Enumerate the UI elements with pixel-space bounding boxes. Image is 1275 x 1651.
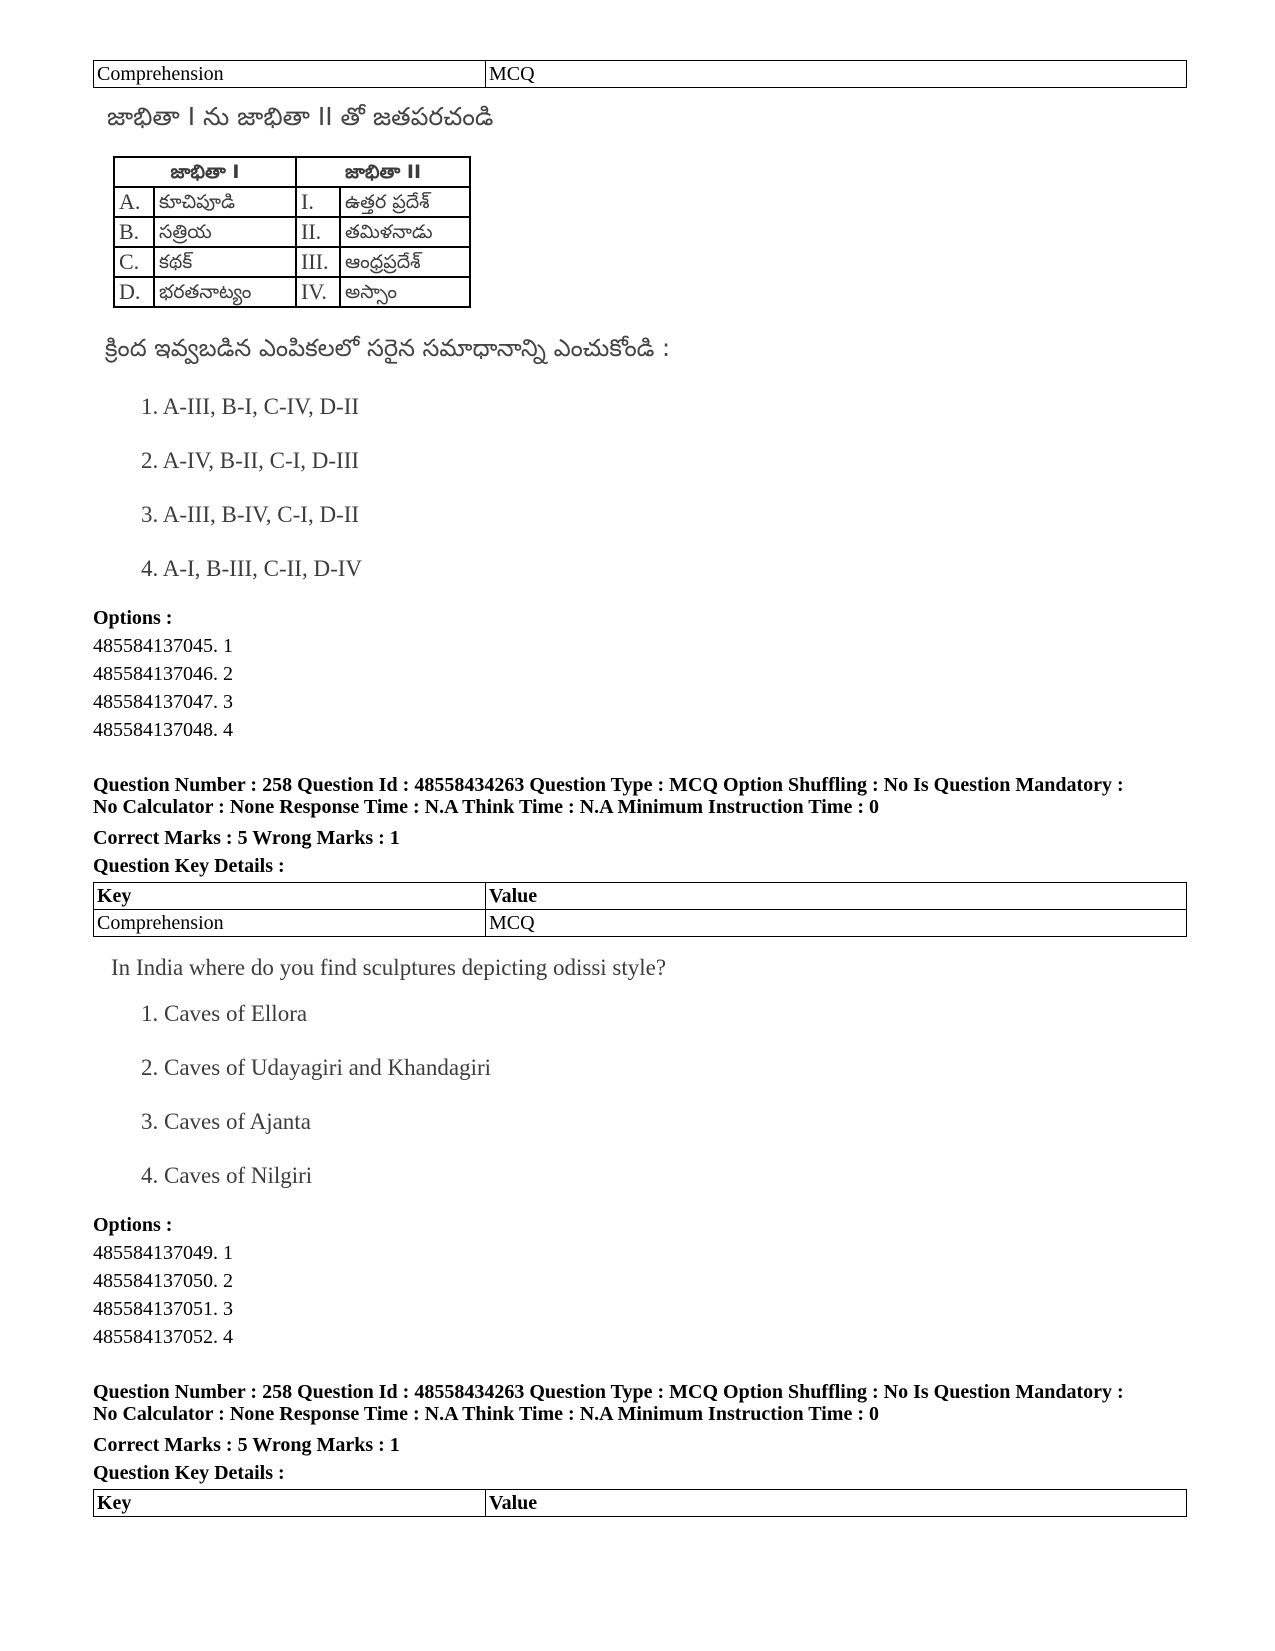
question-3-meta: [93, 1381, 1187, 1425]
choice-item: 2. A-IV, B-II, C-I, D-III: [141, 448, 360, 473]
row-label-right: I.: [296, 187, 340, 217]
question-3-key-details: Question Key Details :: [93, 1462, 285, 1484]
option-row: 485584137050. 2: [93, 1270, 233, 1292]
row-value: కథక్: [154, 247, 296, 277]
row-value-right: అస్సాం: [340, 277, 470, 307]
choice-item: 3. A-III, B-IV, C-I, D-II: [141, 502, 360, 527]
table-header-row: [94, 1490, 1187, 1517]
value-header: Value: [486, 1490, 1187, 1517]
question-2-meta: [93, 774, 1187, 818]
options-heading: Options :: [93, 607, 173, 629]
row-value: సత్రియ: [154, 217, 296, 247]
option-row: 485584137045. 1: [93, 635, 233, 657]
choice-item: 4. Caves of Nilgiri: [141, 1163, 313, 1188]
key-cell: Comprehension: [94, 61, 486, 88]
meta-line: Question Number : 258 Question Id : 48558434263 Question Type : MCQ Option Shuffling : No Is Question Mandatory :: [93, 774, 1124, 796]
match-table: [113, 156, 471, 308]
row-label: A.: [114, 187, 154, 217]
question-1-image: [93, 102, 1187, 596]
key-cell: Comprehension: [94, 910, 486, 937]
row-value-right: ఆంధ్రప్రదేశ్: [340, 247, 470, 277]
list-1-header: జాభితా I: [114, 157, 296, 187]
key-header: Key: [94, 883, 486, 910]
row-value: భరతనాట్యం: [154, 277, 296, 307]
row-label: D.: [114, 277, 154, 307]
option-row: 485584137051. 3: [93, 1298, 233, 1320]
question-2-choices: [93, 987, 1187, 1203]
row-label: B.: [114, 217, 154, 247]
option-row: 485584137049. 1: [93, 1242, 233, 1264]
value-cell: MCQ: [486, 61, 1187, 88]
key-table-q2: [93, 882, 1187, 937]
meta-line: No Calculator : None Response Time : N.A Think Time : N.A Minimum Instruction Time : 0: [93, 796, 879, 818]
question-3-marks: Correct Marks : 5 Wrong Marks : 1: [93, 1434, 400, 1456]
question-1-instruction: క్రింద ఇవ్వబడిన ఎంపికలలో సరైన సమాధానాన్ని ఎంచుకోండి :: [105, 334, 671, 362]
meta-line: No Calculator : None Response Time : N.A Think Time : N.A Minimum Instruction Time : 0: [93, 1403, 879, 1425]
row-label-right: III.: [296, 247, 340, 277]
table-row: [94, 61, 1187, 88]
match-row: [114, 277, 470, 307]
match-header-row: [114, 157, 470, 187]
question-2-marks: Correct Marks : 5 Wrong Marks : 1: [93, 827, 400, 849]
choice-item: 1. Caves of Ellora: [141, 1001, 308, 1026]
question-1-choices: [93, 380, 1187, 596]
table-header-row: [94, 883, 1187, 910]
key-table-q3: [93, 1489, 1187, 1517]
choice-item: 2. Caves of Udayagiri and Khandagiri: [141, 1055, 492, 1080]
row-value: కూచిపూడి: [154, 187, 296, 217]
row-label-right: IV.: [296, 277, 340, 307]
question-2-text: In India where do you find sculptures depicting odissi style?: [111, 955, 667, 980]
option-row: 485584137046. 2: [93, 663, 233, 685]
options-heading: Options :: [93, 1214, 173, 1236]
option-row: 485584137052. 4: [93, 1326, 233, 1348]
match-row: [114, 247, 470, 277]
list-2-header: జాభితా II: [296, 157, 470, 187]
choice-item: 3. Caves of Ajanta: [141, 1109, 311, 1134]
question-2-key-details: Question Key Details :: [93, 855, 285, 877]
row-label: C.: [114, 247, 154, 277]
document-page: [93, 60, 1187, 1517]
meta-line: Question Number : 258 Question Id : 48558434263 Question Type : MCQ Option Shuffling : No Is Question Mandatory :: [93, 1381, 1124, 1403]
value-cell: MCQ: [486, 910, 1187, 937]
match-row: [114, 217, 470, 247]
row-label-right: II.: [296, 217, 340, 247]
choice-item: 4. A-I, B-III, C-II, D-IV: [141, 556, 362, 581]
option-row: 485584137048. 4: [93, 719, 233, 741]
question-1-title: జాభితా I ను జాభితా II తో జతపరచండి: [107, 102, 494, 131]
row-value-right: తమిళనాడు: [340, 217, 470, 247]
value-header: Value: [486, 883, 1187, 910]
question-2-image: [93, 955, 1187, 1203]
key-header: Key: [94, 1490, 486, 1517]
match-row: [114, 187, 470, 217]
option-row: 485584137047. 3: [93, 691, 233, 713]
choice-item: 1. A-III, B-I, C-IV, D-II: [141, 394, 360, 419]
key-table-top: [93, 60, 1187, 88]
row-value-right: ఉత్తర ప్రదేశ్: [340, 187, 470, 217]
table-row: [94, 910, 1187, 937]
